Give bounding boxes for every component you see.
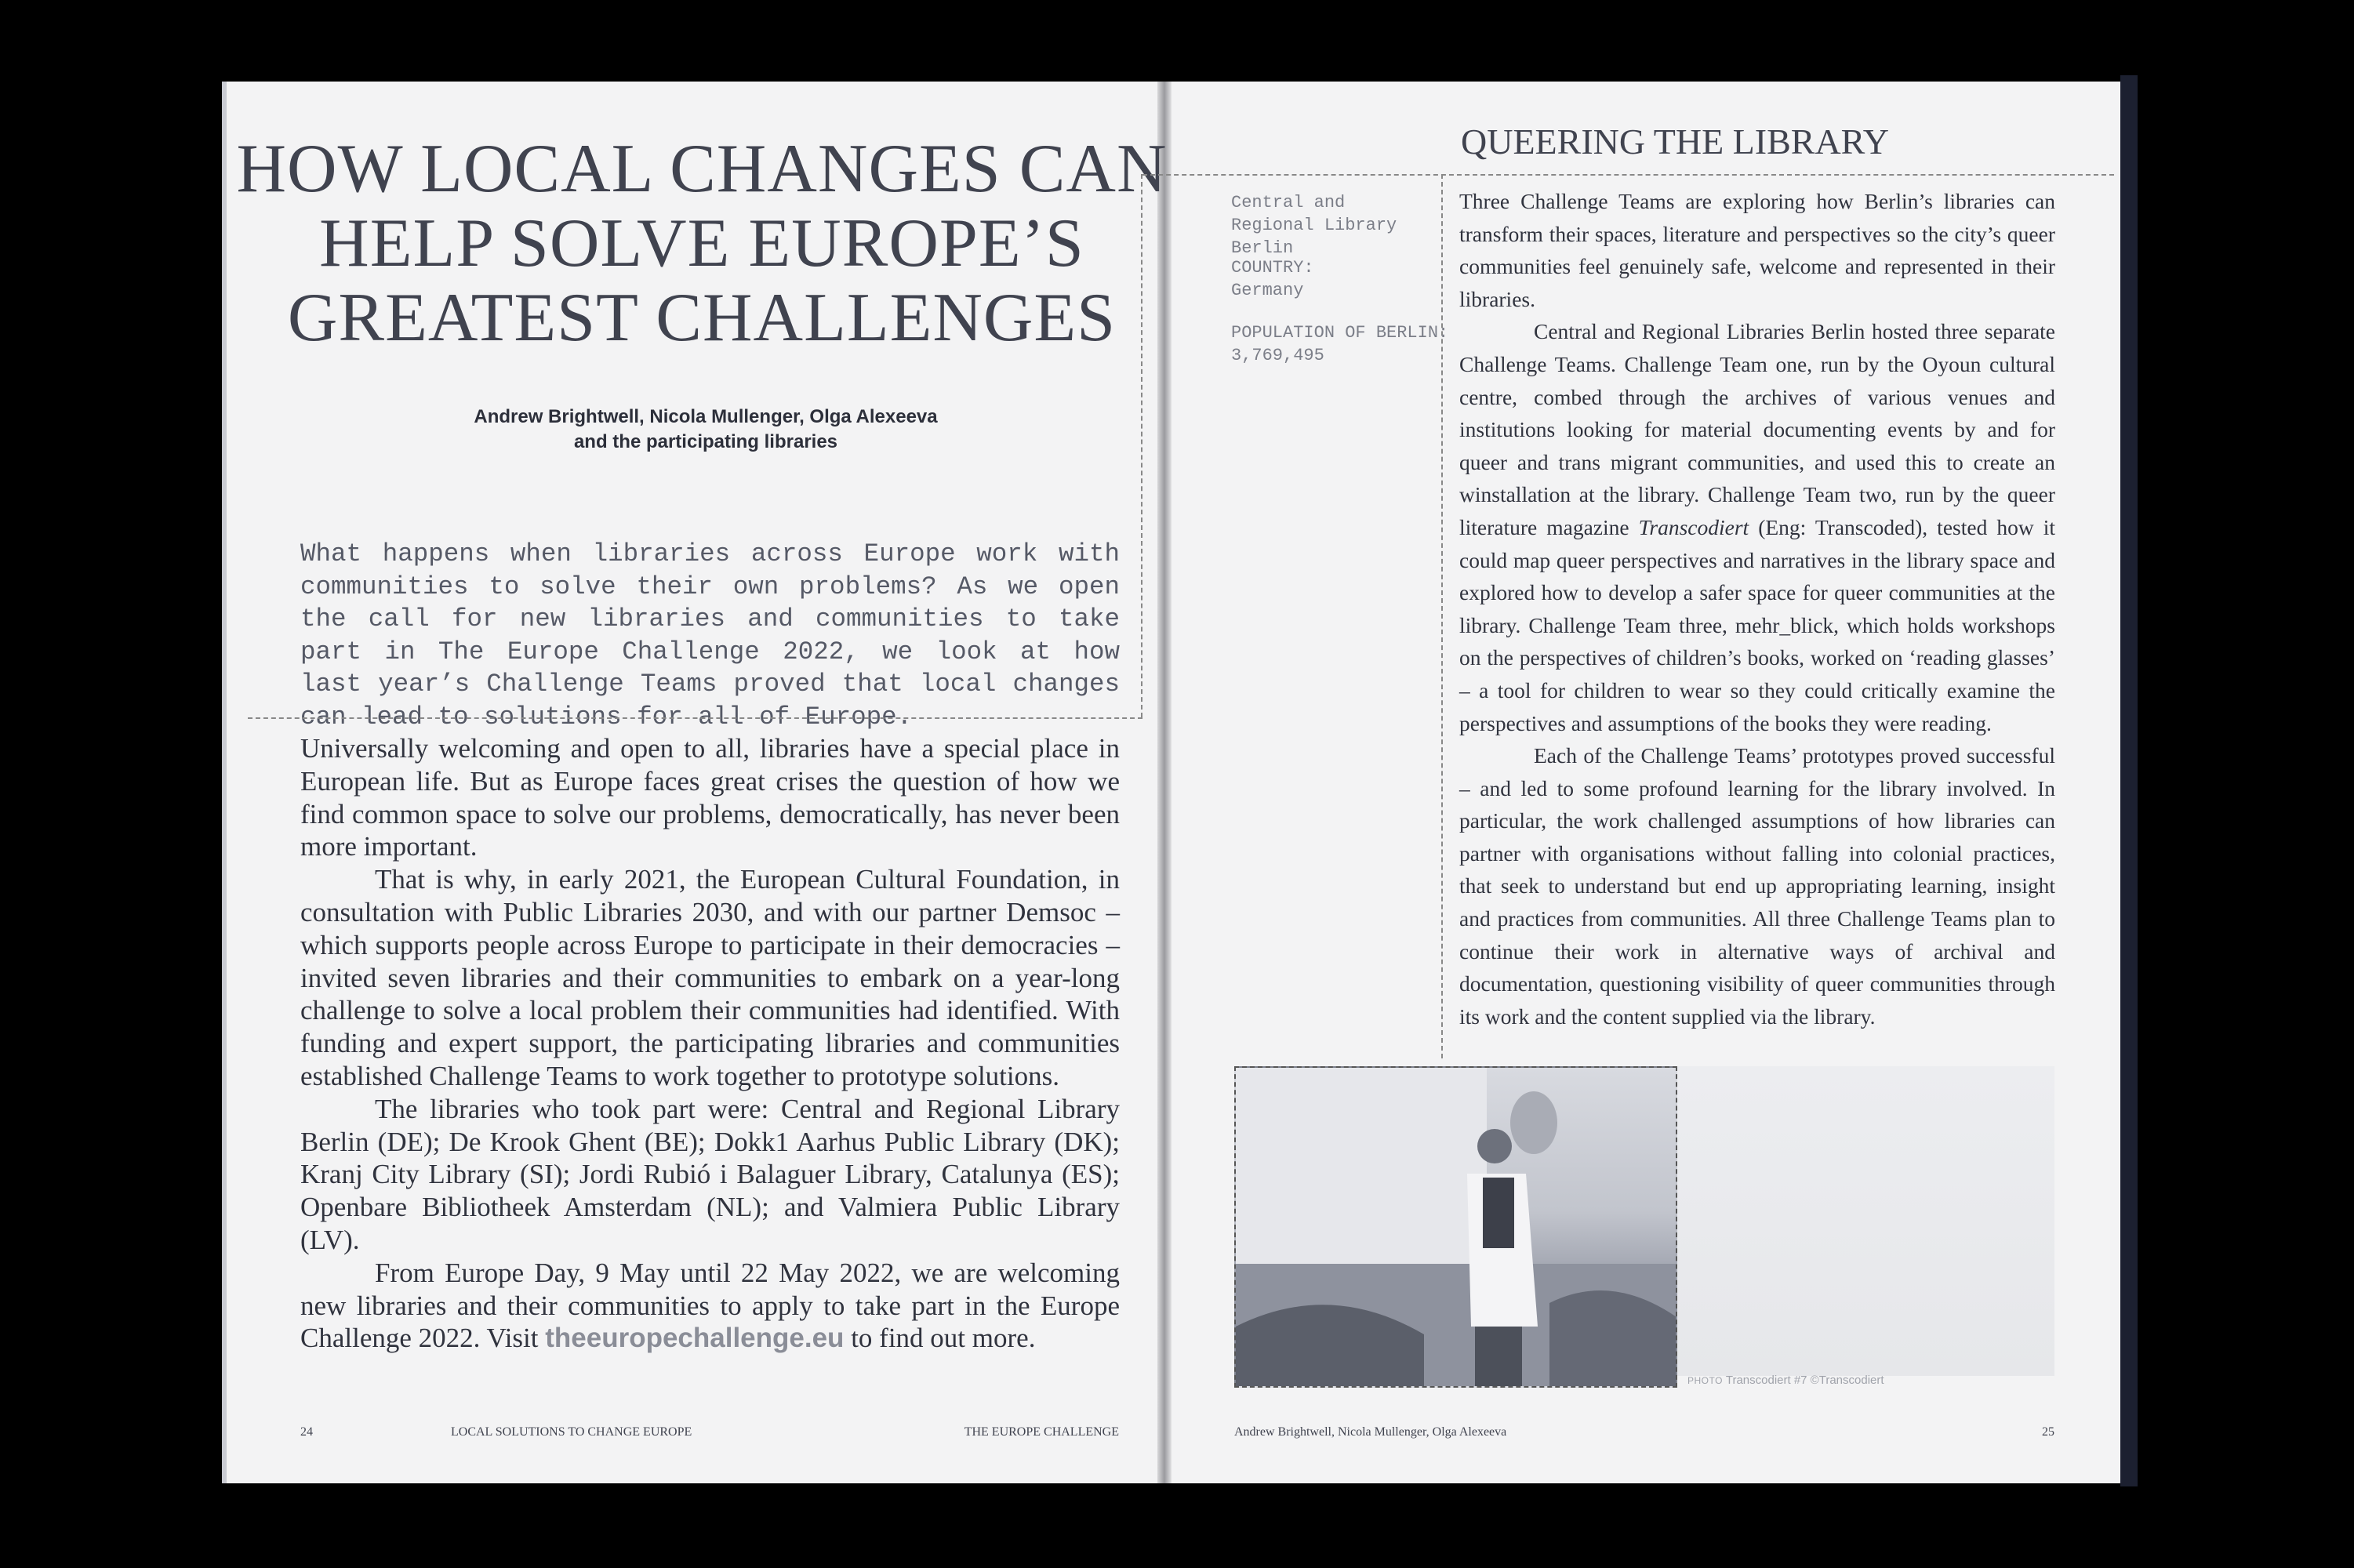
dashed-divider: [1142, 174, 2114, 176]
text: (Eng: Transcoded), tested how it could map queer perspectives and narratives in the library space and explored how to develop a safer space for queer communities at the library. Challenge Team three, mehr_blick, which holds workshops on the perspectives of children’s books, worked on ‘reading glasses’ – a tool for children to wear so they could critically examine the perspectives and assumptions of the books they were reading.: [1459, 514, 2055, 735]
paragraph: Each of the Challenge Teams’ prototypes proved successful – and led to some profound learning for the library involved. In particular, the work challenged assumptions of how libraries can partner with organisations without falling into colonial practices, that seek to understand but end up appropriating learning, insight and practices from communities. All three Challenge Teams plan to continue their work in alternative ways of archival and documentation, questioning visibility of queer communities through its work and the content supplied via the library.: [1459, 743, 2055, 1029]
article-title: HOW LOCAL CHANGES CAN HELP SOLVE EUROPE’S GREATEST CHALLENGES: [236, 131, 1168, 356]
left-body: [300, 732, 1120, 1355]
text: Central and Regional Libraries Berlin hosted three separate Challenge Teams. Challenge Team one, run by the Oyoun cultural centre, combed through the archives of various venues and institutions looking for material documenting events by and for queer and trans migrant communities, and used this to create an winstallation at the library. Challenge Team two, run by the queer literature magazine: [1459, 319, 2055, 539]
authors-line: and the participating libraries: [573, 431, 838, 452]
sidebar-country-label: COUNTRY:: [1231, 258, 1314, 278]
page-number: 24: [300, 1425, 313, 1439]
sidebar-population-label: POPULATION OF BERLIN:: [1231, 323, 1449, 343]
cover-edge: [2120, 75, 2138, 1486]
intro-text: What happens when libraries across Europe work with communities to solve their own problems? As we open the call for new libraries and communities to take part in The Europe Challenge 2022, we look at how last year’s Challenge Teams proved that local changes can lead to solutions for all of Europe.: [300, 539, 1120, 731]
dashed-divider: [1141, 174, 1142, 717]
sidebar-library: Central and Regional Library Berlin: [1231, 193, 1397, 258]
caption-label: PHOTO: [1687, 1375, 1723, 1386]
authors-line: Andrew Brightwell, Nicola Mullenger, Olga Alexeeva: [474, 406, 938, 427]
sidebar-country: Germany: [1231, 281, 1304, 300]
photo-caption: [1687, 1374, 1884, 1387]
magazine-title: Transcodiert: [1638, 514, 1749, 539]
dashed-divider: [248, 717, 1142, 719]
photo: [1234, 1066, 1677, 1388]
speaker-photo-illustration: [1236, 1068, 1677, 1388]
paragraph: The libraries who took part were: Central and Regional Library Berlin (DE); De Krook Ghent (BE); Dokk1 Aarhus Public Library (DK); Kranj City Library (SI); Jordi Rubió i Balaguer Library, Catalunya (ES); Openbare Bibliotheek Amsterdam (NL); and Valmiera Public Library (LV).: [300, 1093, 1120, 1255]
right-body: [1459, 185, 2055, 1033]
running-publication: THE EUROPE CHALLENGE: [964, 1425, 1119, 1439]
footer-authors: Andrew Brightwell, Nicola Mullenger, Olga Alexeeva: [1234, 1425, 1507, 1439]
faded-photo-area: [1677, 1066, 2054, 1376]
paragraph: Three Challenge Teams are exploring how Berlin’s libraries can transform their spaces, literature and perspectives so the city’s queer communities feel genuinely safe, welcome and represented in their libraries.: [1459, 189, 2055, 311]
caption-text: Transcodiert #7 ©Transcodiert: [1725, 1374, 1884, 1387]
page-number: 25: [2042, 1425, 2054, 1439]
paragraph: [1459, 315, 2055, 739]
section-title: QUEERING THE LIBRARY: [1461, 122, 1890, 162]
dashed-divider: [1441, 174, 1443, 1058]
article-authors: [314, 405, 1098, 455]
website-link[interactable]: theeuropechallenge.eu: [545, 1323, 845, 1354]
text: to find out more.: [844, 1323, 1036, 1354]
sidebar-population: 3,769,495: [1231, 346, 1324, 365]
text: From Europe Day, 9 May until 22 May 2022, we are welcoming new libraries and their communities to apply to take part in the Europe Challenge 2022. Visit: [300, 1257, 1120, 1354]
paragraph: Universally welcoming and open to all, libraries have a special place in European life. But as Europe faces great crises the question of how we find common space to solve our problems, democratically, has never been more important.: [300, 733, 1120, 862]
paragraph: [300, 1257, 1120, 1355]
running-section: LOCAL SOLUTIONS TO CHANGE EUROPE: [451, 1425, 692, 1439]
paragraph: That is why, in early 2021, the European Cultural Foundation, in consultation with Public Libraries 2030, and with our partner Demsoc – which supports people across Europe to participate in their democracies – invited seven libraries and their communities to embark on a year-long challenge to solve a local problem their communities had identified. With funding and expert support, the participating libraries and communities established Challenge Teams to work together to prototype solutions.: [300, 864, 1120, 1091]
